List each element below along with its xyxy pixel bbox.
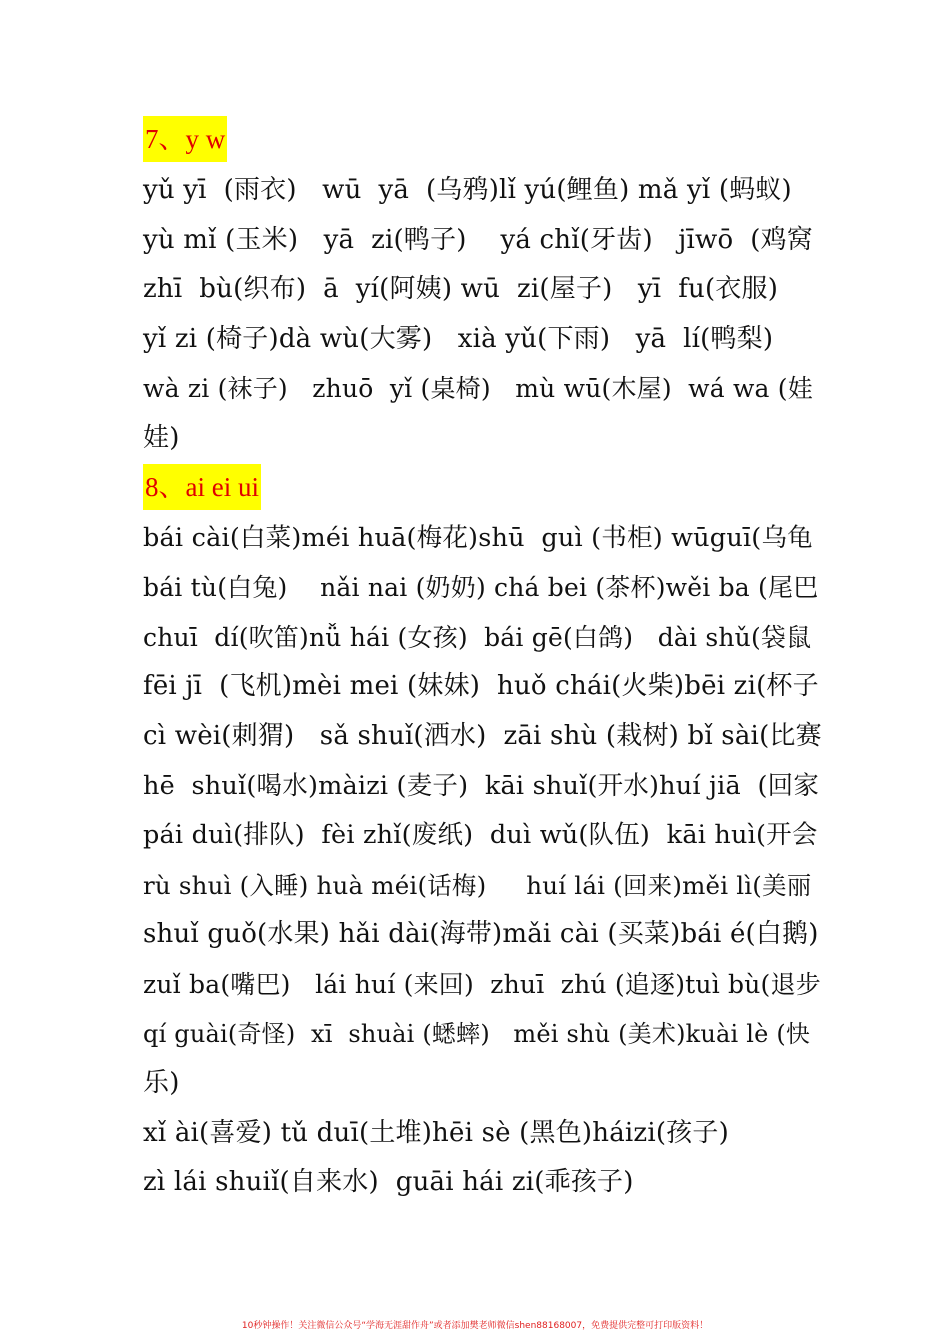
- pinyin-line: pái duì(排队) fèi zhǐ(废纸) duì wǔ(队伍) kāi huì(开会: [143, 820, 818, 851]
- pinyin-line: 乐): [143, 1068, 180, 1099]
- section-yw: [143, 116, 823, 464]
- pinyin-line: cì wèi(刺猬) sǎ shuǐ(洒水) zāi shù (栽树) bǐ sài(比赛: [143, 720, 822, 751]
- pinyin-line: zuǐ ba(嘴巴) lái huí (来回) zhuī zhú (追逐)tuì bù(退步: [143, 969, 821, 999]
- section-ai-ei-ui: [143, 464, 823, 1208]
- pinyin-line: qí guài(奇怪) xī shuài (蟋蟀) měi shù (美术)kuài lè (快: [143, 1019, 811, 1048]
- section-heading: 8、ai ei ui: [143, 464, 261, 510]
- pinyin-line: shuǐ guǒ(水果) hǎi dài(海带)mǎi cài (买菜)bái é(白鹅): [143, 919, 819, 950]
- pinyin-line: 娃): [143, 422, 180, 453]
- pinyin-line: zhī bù(织布) ā yí(阿姨) wū zi(屋子) yī fu(衣服): [143, 274, 779, 305]
- pinyin-line: zì lái shuiǐ(自来水) guāi hái zi(乖孩子): [143, 1167, 634, 1198]
- section-heading: 7、y w: [143, 116, 227, 162]
- pinyin-line: chuī dí(吹笛)nǚ hái (女孩) bái gē(白鸽) dài shǔ(袋鼠: [143, 622, 812, 652]
- pinyin-line: bái tù(白兔) nǎi nai (奶奶) chá bei (茶杯)wěi ba (尾巴: [143, 573, 819, 603]
- pinyin-line: yǔ yī (雨衣) wū yā (乌鸦)lǐ yú(鲤鱼) mǎ yǐ (蚂蚁): [143, 175, 792, 205]
- pinyin-line: rù shuì (入睡) huà méi(话梅) huí lái (回来)měi lì(美丽: [143, 870, 812, 900]
- pinyin-line: hē shuǐ(喝水)màizi (麦子) kāi shuǐ(开水)huí jiā (回家: [143, 770, 820, 801]
- content-area: [143, 116, 823, 1208]
- pinyin-line: bái cài(白菜)méi huā(梅花)shū guì (书柜) wūguī(乌龟: [143, 522, 813, 553]
- pinyin-line: wà zi (袜子) zhuō yǐ (桌椅) mù wū(木屋) wá wa (娃: [143, 374, 813, 404]
- footer-notice: 10秒钟操作！关注微信公众号“学海无涯甜作舟”或者添加樊老师微信shen88168007，免费提供完整可打印版资料！: [241, 1321, 709, 1331]
- pinyin-line: yǐ zi (椅子)dà wù(大雾) xià yǔ(下雨) yā lí(鸭梨): [143, 323, 774, 354]
- pinyin-line: yù mǐ (玉米) yā zi(鸭子) yá chǐ(牙齿) jīwō (鸡窝: [143, 224, 814, 255]
- pinyin-line: fēi jī (飞机)mèi mei (妹妹) huǒ chái(火柴)bēi zi(杯子: [143, 671, 819, 702]
- pinyin-line: xǐ ài(喜爱) tǔ duī(土堆)hēi sè (黑色)háizi(孩子): [143, 1117, 729, 1148]
